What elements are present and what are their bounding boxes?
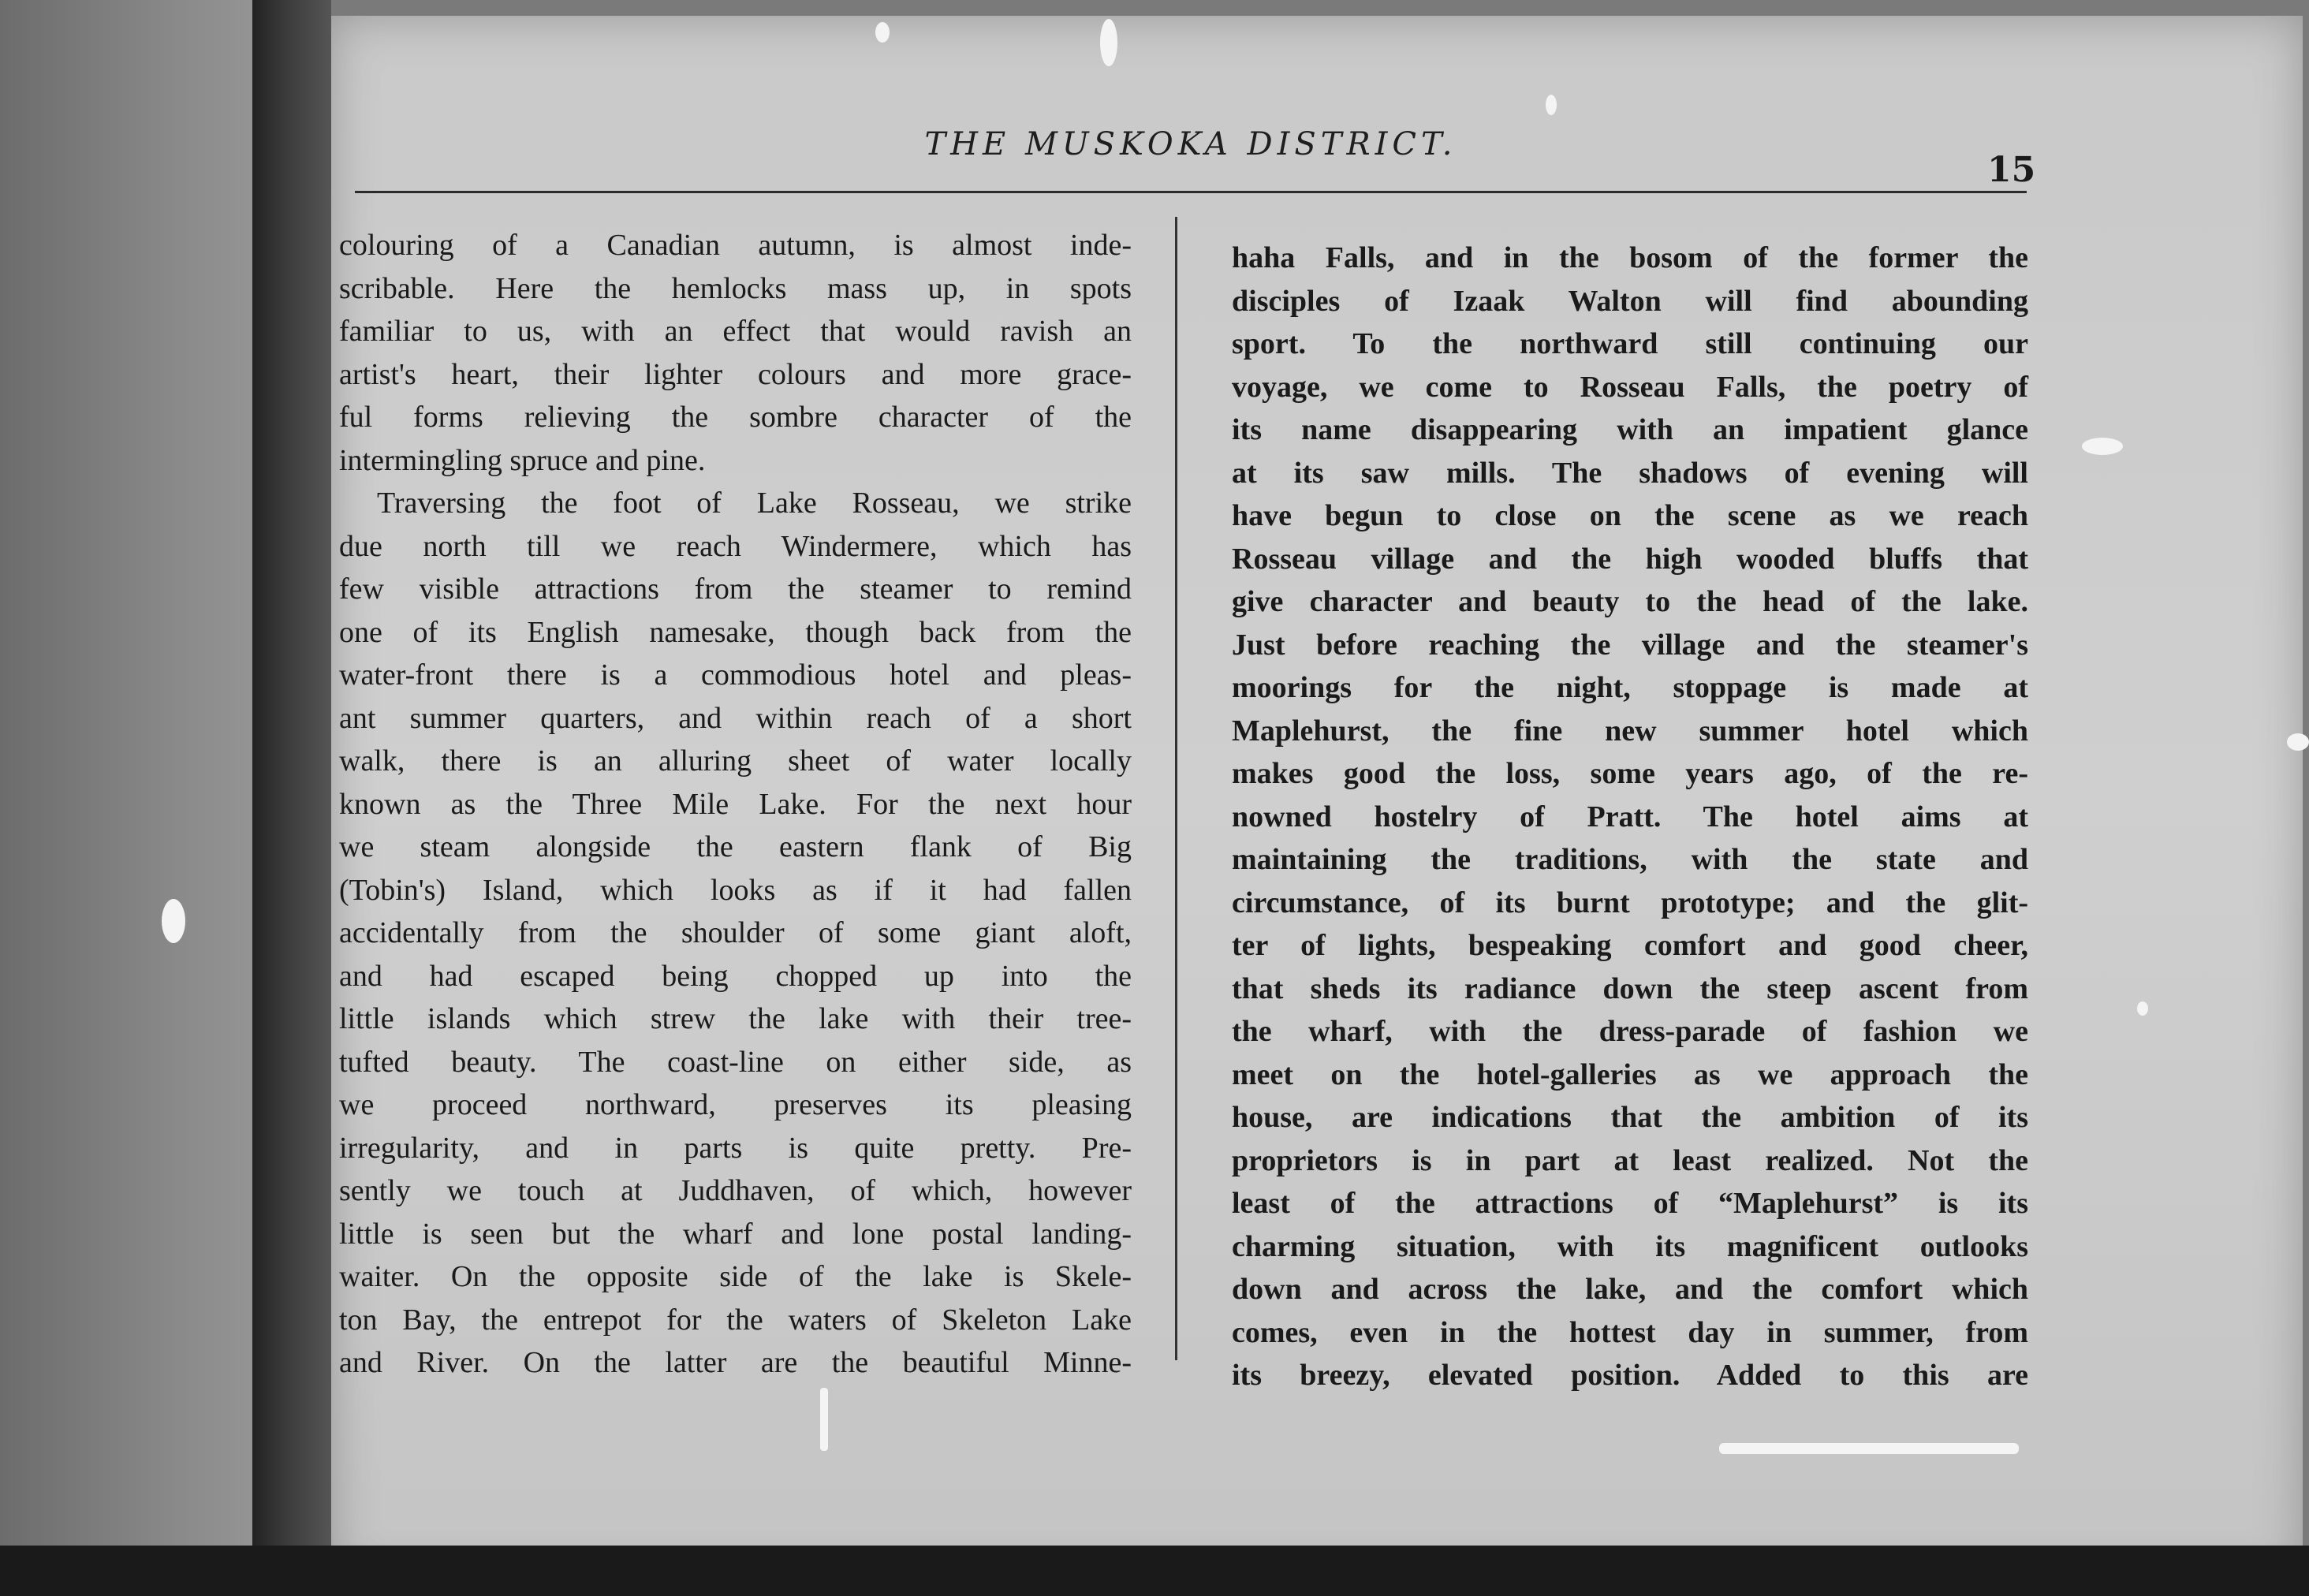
- text-line: walk, there is an alluring sheet of water locally: [339, 744, 1132, 777]
- text-line: down and across the lake, and the comfort which: [1232, 1273, 2028, 1306]
- text-line: irregularity, and in parts is quite pretty. Pre-: [339, 1131, 1132, 1165]
- text-line: waiter. On the opposite side of the lake is Skele-: [339, 1260, 1132, 1293]
- text-line: Traversing the foot of Lake Rosseau, we strike: [377, 487, 1132, 520]
- text-line: sport. To the northward still continuing our: [1232, 327, 2028, 360]
- column-divider: [1175, 217, 1177, 1360]
- text-line: haha Falls, and in the bosom of the former the: [1232, 241, 2028, 274]
- dust-speck: [2287, 733, 2309, 751]
- text-line: that sheds its radiance down the steep ascent from: [1232, 971, 2028, 1005]
- text-line: at its saw mills. The shadows of evening will: [1232, 456, 2028, 490]
- text-line: meet on the hotel-galleries as we approach the: [1232, 1057, 2028, 1091]
- right-column: [1232, 237, 2028, 1397]
- text-line: its breezy, elevated position. Added to this are: [1232, 1359, 2028, 1392]
- text-line: Maplehurst, the fine new summer hotel which: [1232, 714, 2028, 748]
- text-line: scribable. Here the hemlocks mass up, in spots: [339, 271, 1132, 305]
- text-line: makes good the loss, some years ago, of the re-: [1232, 757, 2028, 790]
- text-line: ter of lights, bespeaking comfort and good cheer,: [1232, 929, 2028, 962]
- text-line: disciples of Izaak Walton will find abounding: [1232, 284, 2028, 318]
- text-line: we steam alongside the eastern flank of Big: [339, 830, 1132, 863]
- text-line: one of its English namesake, though back from the: [339, 615, 1132, 649]
- book-spine: [252, 0, 331, 1546]
- text-line: circumstance, of its burnt prototype; and the glit-: [1232, 886, 2028, 919]
- dust-speck: [820, 1388, 828, 1451]
- text-line: and River. On the latter are the beautiful Minne-: [339, 1346, 1132, 1379]
- text-line: Rosseau village and the high wooded bluffs that: [1232, 542, 2028, 576]
- text-line: few visible attractions from the steamer to remind: [339, 572, 1132, 606]
- dust-speck: [2082, 438, 2123, 455]
- left-column: [339, 224, 1132, 1385]
- dust-speck: [2137, 1001, 2148, 1016]
- header-rule: [355, 191, 2027, 193]
- text-line: sently we touch at Juddhaven, of which, however: [339, 1174, 1132, 1207]
- text-line: ful forms relieving the sombre character of the: [339, 401, 1132, 434]
- text-line: the wharf, with the dress-parade of fashion we: [1232, 1015, 2028, 1048]
- text-line: Just before reaching the village and the steamer's: [1232, 628, 2028, 662]
- text-line: little islands which strew the lake with their tree-: [339, 1002, 1132, 1035]
- text-line: have begun to close on the scene as we reach: [1232, 499, 2028, 532]
- text-line: colouring of a Canadian autumn, is almost inde-: [339, 229, 1132, 262]
- text-line: we proceed northward, preserves its pleasing: [339, 1088, 1132, 1121]
- text-line: accidentally from the shoulder of some giant aloft,: [339, 916, 1132, 949]
- text-line: and had escaped being chopped up into the: [339, 959, 1132, 993]
- text-line: familiar to us, with an effect that would ravish an: [339, 315, 1132, 348]
- text-line: give character and beauty to the head of the lake.: [1232, 585, 2028, 618]
- text-line: voyage, we come to Rosseau Falls, the poetry of: [1232, 370, 2028, 404]
- text-line: (Tobin's) Island, which looks as if it had fallen: [339, 873, 1132, 907]
- text-line: proprietors is in part at least realized. Not the: [1232, 1143, 2028, 1177]
- text-line: water-front there is a commodious hotel and pleas-: [339, 658, 1132, 692]
- page-header: [331, 126, 2050, 162]
- text-line: nowned hostelry of Pratt. The hotel aims at: [1232, 800, 2028, 833]
- dust-speck: [1546, 95, 1557, 115]
- text-line: its name disappearing with an impatient glance: [1232, 413, 2028, 446]
- dust-speck: [162, 899, 185, 943]
- text-line: ant summer quarters, and within reach of a short: [339, 701, 1132, 735]
- text-line: known as the Three Mile Lake. For the next hour: [339, 787, 1132, 821]
- bottom-edge: [0, 1546, 2309, 1596]
- text-line: least of the attractions of “Maplehurst” is its: [1232, 1187, 2028, 1220]
- text-line: maintaining the traditions, with the state and: [1232, 843, 2028, 876]
- running-head: THE MUSKOKA DISTRICT.: [924, 126, 1457, 162]
- text-line: moorings for the night, stoppage is made at: [1232, 671, 2028, 704]
- dust-speck: [1100, 19, 1117, 66]
- text-line: house, are indications that the ambition of its: [1232, 1101, 2028, 1134]
- text-line: artist's heart, their lighter colours and more grace-: [339, 357, 1132, 391]
- dust-speck: [1719, 1443, 2019, 1454]
- text-line: due north till we reach Windermere, which has: [339, 529, 1132, 563]
- text-line: ton Bay, the entrepot for the waters of Skeleton Lake: [339, 1303, 1132, 1337]
- text-line: charming situation, with its magnificent outlooks: [1232, 1229, 2028, 1263]
- text-line: comes, even in the hottest day in summer, from: [1232, 1315, 2028, 1349]
- text-line: little is seen but the wharf and lone postal landing-: [339, 1217, 1132, 1251]
- dust-speck: [875, 22, 890, 43]
- text-line: intermingling spruce and pine.: [339, 443, 706, 477]
- page-number: 15: [1987, 150, 2036, 190]
- text-line: tufted beauty. The coast-line on either side, as: [339, 1045, 1132, 1079]
